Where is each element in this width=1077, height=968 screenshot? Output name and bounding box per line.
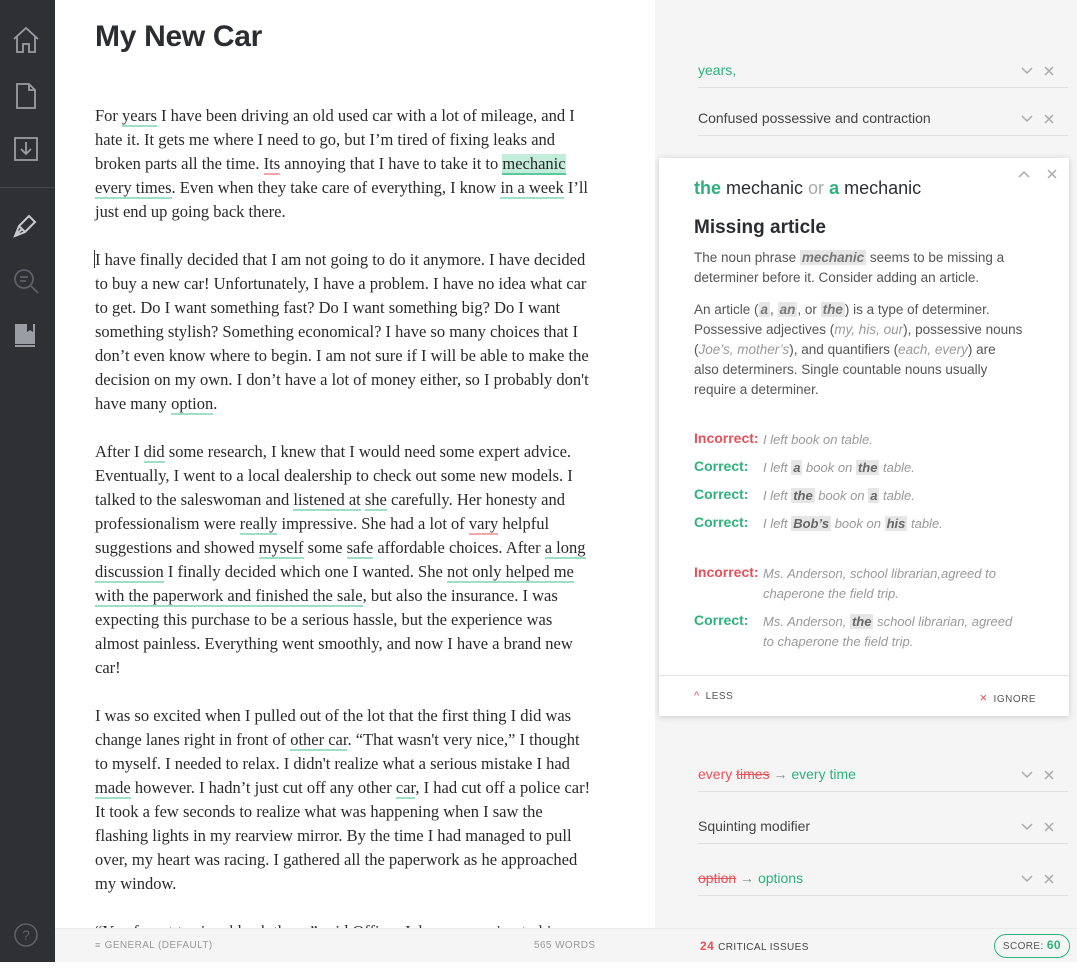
download-icon[interactable] — [11, 134, 41, 164]
ignore-button[interactable]: × IGNORE — [979, 690, 1036, 705]
issue-other-car[interactable]: other car — [290, 730, 348, 749]
svg-text:?: ? — [22, 927, 30, 943]
issue-vary[interactable]: vary — [468, 514, 499, 533]
settings-icon: ≡ — [95, 940, 101, 950]
close-icon[interactable] — [1042, 872, 1056, 886]
close-icon[interactable] — [1042, 768, 1056, 782]
suggestion-card-missing-article[interactable]: the mechanic or a mechanic Missing article The noun phrase mechanic seems to be missing a determiner before it. Consider adding an article. An article ( a , an , or the ) is a type of determiner. Possessive adjectives (my, his, our), possessive nouns (Joe’s, mother’s), and quantifiers (each, every) are also determiners. Single countable nouns usually require a determiner. Incorrect: I left book on table. Correct: I left a book on the table. Correct: I left the book on a table. Correct: I left Bob’s book on his table. Incorrect: Ms. Anderson, school librarian,agreed to chaperone the field trip. Correct: Ms. Anderson, the school librarian, agreed to chaperone the field trip. ^ LESS × IGNORE — [659, 158, 1069, 716]
card-title: Missing article — [694, 217, 826, 238]
search-review-icon[interactable] — [11, 266, 41, 296]
suggestion-option[interactable] — [698, 866, 1068, 896]
home-icon[interactable] — [11, 25, 41, 55]
domain-selector[interactable]: ≡ GENERAL (DEFAULT) — [95, 940, 213, 951]
book-icon[interactable] — [11, 320, 41, 350]
paragraph-2[interactable]: I have finally decided that I am not going to do it anymore. I have decided to buy a new car! Unfortunately, I have a problem. I have no idea what car to get. Do I want something fast? Do I want something big? Do I want something stylish? Something economical? I have so many choices that I don’t even know where to begin. I am not sure if I will be able to make the decision on my own. I don’t have a lot of money either, so I probably don't have many option. — [95, 250, 589, 413]
issue-myself[interactable]: myself — [258, 538, 304, 557]
issue-option[interactable]: option — [171, 394, 214, 413]
suggestion-label: Squinting modifier — [698, 818, 811, 834]
score-badge[interactable]: SCORE: 60 — [994, 934, 1070, 958]
suggestion-years[interactable] — [698, 58, 1068, 88]
issue-mechanic-active[interactable]: mechanic — [502, 154, 566, 173]
close-icon[interactable] — [1042, 820, 1056, 834]
suggestion-possessive[interactable] — [698, 106, 1068, 136]
document-icon[interactable] — [11, 81, 41, 111]
paragraph-4[interactable]: I was so excited when I pulled out of the lot that the first thing I did was change lanes right in front of other car. “That wasn't very nice,” I thought to myself. I needed to relax. I didn't realize what a serious mistake I had made however. I hadn’t just cut off any other car, I had cut off a police car! It took a few seconds to realize what was happening when I saw the flashing lights in my rearview mirror. By the time I had managed to pull over, my heart was racing. I gathered all the paperwork as he approached my window. — [95, 706, 591, 893]
sidebar-divider — [0, 187, 55, 188]
chevron-down-icon[interactable] — [1020, 873, 1034, 885]
issue-years[interactable]: years — [122, 106, 157, 125]
suggestion-label: option → options — [698, 870, 804, 886]
critical-issues[interactable]: 24 CRITICAL ISSUES — [700, 939, 809, 953]
word-count: 565 WORDS — [534, 940, 596, 951]
chevron-down-icon[interactable] — [1020, 113, 1034, 125]
wrong-word: times — [736, 766, 770, 782]
document-body[interactable] — [95, 104, 595, 968]
issue-car[interactable]: car — [395, 778, 416, 797]
paragraph-1[interactable]: For years I have been driving an old used car with a lot of mileage, and I hate it. It gets me where I need to go, but I’m tired of fixing leaks and broken parts all the time. Its annoying that I have to take it to mechanic every times. Even when they take care of everything, I know in a week I’ll just end up going back there. — [95, 106, 589, 221]
issue-made[interactable]: made — [95, 778, 131, 797]
close-icon: × — [979, 690, 988, 705]
paragraph-3[interactable]: After I did some research, I knew that I would need some expert advice. Eventually, I went to a local dealership to check out some new models. I talked to the saleswoman and listened at she carefully. Her honesty and professionalism were really impressive. She had a lot of vary helpful suggestions and showed myself some safe affordable choices. After a long discussion I finally decided which one I wanted. She not only helped me with the paperwork and finished the sale, but also the insurance. I was expecting this purchase to be a serious hassle, but the experience was almost painless. Everything went smoothly, and now I have a brand new car! — [95, 442, 586, 677]
close-icon[interactable] — [1045, 167, 1059, 181]
chevron-up-icon[interactable] — [1017, 168, 1031, 180]
card-explanation: An article ( a , an , or the ) is a type of determiner. Possessive adjectives (my, his, our), possessive nouns (Joe’s, mother’s), and quantifiers (each, every) are also determiners. Single countable nouns usually require a determiner. — [694, 302, 1023, 397]
card-footer — [659, 675, 1069, 716]
issue-she[interactable]: she — [364, 490, 387, 509]
replacement-options[interactable]: the mechanic or a mechanic — [694, 178, 922, 198]
card-description: The noun phrase mechanic seems to be missing a determiner before it. Consider adding an article. — [694, 250, 1005, 285]
close-icon[interactable] — [1042, 64, 1056, 78]
suggestion-label: Confused possessive and contraction — [698, 110, 931, 126]
chevron-up-icon: ^ — [694, 690, 700, 702]
less-button[interactable]: ^ LESS — [694, 690, 734, 702]
sidebar — [0, 0, 55, 962]
chevron-down-icon[interactable] — [1020, 769, 1034, 781]
suggestion-every-times[interactable] — [698, 762, 1068, 792]
issue-long-discussion[interactable]: a long discussion — [95, 538, 586, 581]
issue-safe[interactable]: safe — [346, 538, 374, 557]
issue-in-a-week[interactable]: in a week — [500, 178, 564, 197]
close-icon[interactable] — [1042, 112, 1056, 126]
editor[interactable] — [55, 0, 655, 928]
pen-icon[interactable] — [11, 210, 41, 240]
help-icon[interactable] — [11, 920, 41, 950]
chevron-down-icon[interactable] — [1020, 821, 1034, 833]
chevron-down-icon[interactable] — [1020, 65, 1034, 77]
suggestion-squinting-modifier[interactable] — [698, 814, 1068, 844]
status-bar — [55, 928, 1077, 962]
suggestion-label: years, — [698, 62, 737, 78]
document-title[interactable]: My New Car — [95, 20, 263, 53]
issue-not-only[interactable]: not only helped me with the paperwork and finished the sale — [95, 562, 574, 605]
suggestion-label: every times → every time — [698, 766, 856, 782]
issue-its[interactable]: Its — [263, 154, 281, 173]
issue-listened-at[interactable]: listened at — [293, 490, 361, 509]
issue-every-times[interactable]: every times — [95, 178, 172, 197]
issue-did[interactable]: did — [143, 442, 165, 461]
issue-really[interactable]: really — [239, 514, 278, 533]
